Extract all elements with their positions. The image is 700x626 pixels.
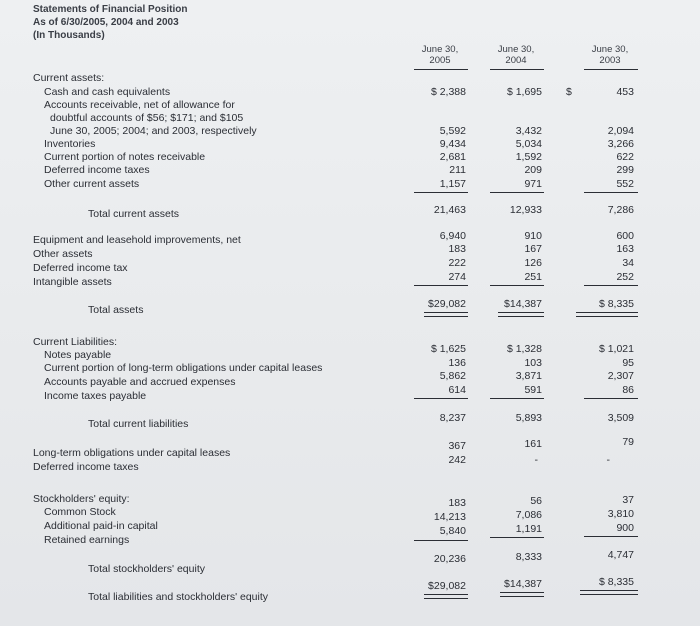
- value-2004: 910: [524, 230, 542, 242]
- row-label: Deferred income tax: [33, 262, 128, 274]
- value-2004: 1,191: [515, 523, 542, 535]
- subtotal-rule: [414, 540, 468, 541]
- value-2005: 222: [448, 257, 466, 269]
- value-2004: 56: [530, 495, 542, 507]
- row-label: Retained earnings: [44, 534, 130, 546]
- column-header-2004: June 30, 2004: [497, 44, 535, 66]
- value-2003: 163: [616, 243, 634, 255]
- total-label: Total current liabilities: [88, 418, 189, 430]
- row-label: Current portion of notes receivable: [44, 151, 206, 163]
- row-label: Deferred income taxes: [44, 164, 150, 176]
- value-2005: 5,592: [439, 125, 466, 137]
- section-heading: Current assets:: [33, 72, 105, 84]
- subtotal-rule: [584, 285, 638, 286]
- value-2003: 3,509: [607, 412, 634, 424]
- value-2004: 209: [524, 164, 542, 176]
- value-2004: 12,933: [509, 204, 542, 216]
- total-label: Total current assets: [88, 208, 180, 220]
- value-2003: 2,094: [607, 125, 634, 137]
- value-2005: 14,213: [433, 511, 466, 523]
- value-2003: 37: [622, 494, 634, 506]
- value-2003: 79: [622, 436, 634, 448]
- row-label: Inventories: [44, 138, 96, 150]
- value-2004: 251: [524, 271, 542, 283]
- row-label: June 30, 2005; 2004; and 2003, respectively: [50, 125, 257, 137]
- subtotal-rule: [414, 192, 468, 193]
- row-label: Accounts payable and accrued expenses: [44, 376, 236, 388]
- row-label: Deferred income taxes: [33, 461, 139, 473]
- value-2005: 136: [448, 357, 466, 369]
- value-2003: 453: [616, 86, 634, 98]
- subtotal-rule: [414, 285, 468, 286]
- value-2004: $ 1,328: [506, 343, 542, 355]
- value-2005: 183: [448, 243, 466, 255]
- value-2003: 3,266: [607, 138, 634, 150]
- title-line-2: As of 6/30/2005, 2004 and 2003: [33, 17, 179, 28]
- subtotal-rule: [490, 398, 544, 399]
- subtotal-rule: [490, 192, 544, 193]
- row-label: Cash and cash equivalents: [44, 86, 171, 98]
- row-label: Income taxes payable: [44, 390, 147, 402]
- value-2005: 8,237: [439, 412, 466, 424]
- value-2004: 3,432: [515, 125, 542, 137]
- value-2005: 1,157: [439, 178, 466, 190]
- value-2005: 183: [448, 497, 466, 509]
- row-label: Additional paid-in capital: [44, 520, 158, 532]
- statement-title: [33, 3, 187, 42]
- value-2005: 20,236: [433, 553, 466, 565]
- value-2005: $29,082: [428, 298, 466, 310]
- row-label: Notes payable: [44, 349, 112, 361]
- value-2003: 552: [616, 178, 634, 190]
- value-2003: 252: [616, 271, 634, 283]
- double-rule: [424, 594, 468, 599]
- value-2005: $29,082: [428, 580, 466, 592]
- subtotal-rule: [490, 285, 544, 286]
- double-rule: [498, 312, 544, 317]
- total-label: Total assets: [88, 304, 144, 316]
- header-rule: [490, 69, 544, 70]
- header-rule: [414, 69, 468, 70]
- value-2004: 5,034: [515, 138, 542, 150]
- row-label: Accounts receivable, net of allowance for: [44, 99, 235, 111]
- header-rule: [584, 69, 638, 70]
- total-label: Total liabilities and stockholders' equity: [88, 591, 269, 603]
- double-rule: [500, 592, 544, 597]
- row-label: Common Stock: [44, 506, 116, 518]
- value-2003: $ 8,335: [598, 298, 634, 310]
- value-2003: 34: [622, 257, 634, 269]
- value-2004: 3,871: [515, 370, 542, 382]
- value-2005: 211: [449, 164, 466, 176]
- title-line-1: Statements of Financial Position: [33, 4, 188, 15]
- value-2005: 5,862: [439, 370, 466, 382]
- column-header-2003: June 30, 2003: [591, 44, 629, 66]
- double-rule: [580, 590, 638, 595]
- value-2003: $ 1,021: [598, 343, 634, 355]
- value-2005: 367: [448, 440, 466, 452]
- value-2005: 242: [448, 454, 466, 466]
- value-2004: 103: [524, 357, 542, 369]
- row-label: Other current assets: [44, 178, 140, 190]
- value-2003: -: [606, 454, 610, 466]
- value-2004: 971: [524, 178, 542, 190]
- value-2005: 6,940: [439, 230, 466, 242]
- subtotal-rule: [584, 536, 638, 537]
- row-label: Equipment and leasehold improvements, net: [33, 234, 241, 246]
- row-label: Intangible assets: [33, 276, 112, 288]
- section-heading: Current Liabilities:: [33, 336, 118, 348]
- row-label: Long-term obligations under capital leases: [33, 447, 231, 459]
- dollar-sign: $: [566, 86, 572, 98]
- column-header-2005: June 30, 2005: [421, 44, 459, 66]
- value-2005: 21,463: [433, 204, 466, 216]
- value-2003: 7,286: [607, 204, 634, 216]
- value-2004: 591: [524, 384, 542, 396]
- value-2005: $ 1,625: [430, 343, 466, 355]
- subtotal-rule: [490, 537, 544, 538]
- value-2004: $ 1,695: [506, 86, 542, 98]
- value-2005: 274: [448, 271, 466, 283]
- value-2004: $14,387: [504, 298, 542, 310]
- row-label: Other assets: [33, 248, 93, 260]
- value-2005: $ 2,388: [430, 86, 466, 98]
- subtotal-rule: [584, 192, 638, 193]
- value-2003: 622: [616, 151, 634, 163]
- value-2004: 8,333: [515, 551, 542, 563]
- value-2004: 1,592: [515, 151, 542, 163]
- value-2003: 95: [622, 357, 634, 369]
- value-2005: 614: [448, 384, 466, 396]
- row-label: Current portion of long-term obligations under capital leases: [44, 362, 323, 374]
- value-2004: 7,086: [515, 509, 542, 521]
- value-2003: $ 8,335: [598, 576, 634, 588]
- value-2004: 167: [524, 243, 542, 255]
- subtotal-rule: [414, 398, 468, 399]
- value-2005: 9,434: [439, 138, 466, 150]
- value-2004: -: [534, 454, 538, 466]
- row-label: doubtful accounts of $56; $171; and $105: [50, 112, 244, 124]
- value-2003: 2,307: [607, 370, 634, 382]
- value-2004: 126: [524, 257, 542, 269]
- title-line-3: (In Thousands): [33, 30, 105, 41]
- total-label: Total stockholders' equity: [88, 563, 205, 575]
- value-2004: $14,387: [504, 578, 542, 590]
- value-2005: 5,840: [439, 525, 466, 537]
- value-2005: 2,681: [439, 151, 466, 163]
- value-2003: 299: [616, 164, 634, 176]
- value-2003: 86: [622, 384, 634, 396]
- value-2004: 5,893: [515, 412, 542, 424]
- subtotal-rule: [584, 398, 638, 399]
- value-2004: 161: [524, 438, 542, 450]
- double-rule: [576, 312, 638, 317]
- value-2003: 3,810: [607, 508, 634, 520]
- double-rule: [424, 312, 468, 317]
- value-2003: 900: [616, 522, 634, 534]
- value-2003: 4,747: [607, 549, 634, 561]
- section-heading: Stockholders' equity:: [33, 493, 130, 505]
- value-2003: 600: [616, 230, 634, 242]
